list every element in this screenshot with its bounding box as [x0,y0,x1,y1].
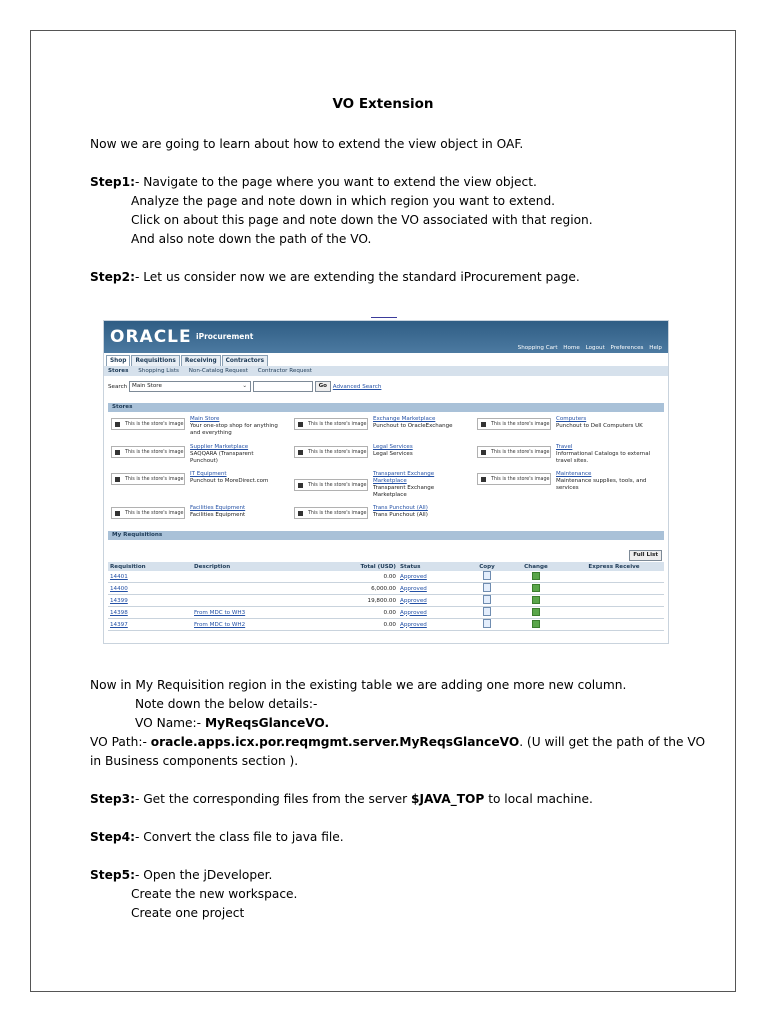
change-icon[interactable] [532,572,540,580]
intro-paragraph: Now we are going to learn about how to extend the view object in OAF. [90,137,524,151]
status-cell[interactable] [398,607,466,619]
table-header-row [108,562,664,571]
store-description: Punchout to Dell Computers UK [556,423,643,429]
link-help[interactable]: Help [649,345,662,351]
store-name-link[interactable]: Marketplace [373,478,407,484]
link-preferences[interactable]: Preferences [610,345,644,351]
app-header [104,321,668,353]
step3-text: - Get the corresponding files from the server [134,792,411,806]
status-cell[interactable] [398,583,466,595]
store-image[interactable]: This is the store's image [294,446,368,458]
full-list-button[interactable]: Full List [629,550,662,561]
vo-path-value: oracle.apps.icx.por.reqmgmt.server.MyReqsGlanceVO [150,735,520,749]
description-cell-text[interactable]: From MDC to WH3 [194,609,246,616]
store-entry [373,471,434,499]
vo-path-line [90,733,705,752]
status-cell[interactable] [398,619,466,631]
vo-path-label: VO Path:- [90,735,151,749]
status-cell-text[interactable]: Approved [400,621,427,628]
status-cell-text[interactable]: Approved [400,597,427,604]
express-receive-cell [564,595,664,607]
note-line: Note down the below details:- [135,697,318,711]
total-cell [306,619,398,631]
total-cell-text: 0.00 [383,621,396,628]
step3-line [90,790,593,809]
tab-bar [106,355,269,366]
step4-text: - Convert the class file to java file. [134,830,344,844]
store-description: Informational Catalogs to external [556,451,651,457]
step2-line [90,268,580,287]
store-entry [373,444,413,458]
col-status: Status [398,562,466,571]
requisitions-table [108,562,664,631]
store-name-link[interactable]: Transparent Exchange [373,471,435,477]
step3-label: Step3: [90,792,135,806]
total-cell-text: 0.00 [383,609,396,616]
advanced-search-link[interactable]: Advanced Search [332,384,382,390]
go-button[interactable]: Go [315,381,331,392]
store-image[interactable]: This is the store's image [294,418,368,430]
link-home[interactable]: Home [563,345,580,351]
col-total: Total (USD) [306,562,398,571]
copy-icon[interactable] [483,583,491,592]
step2-text: - Let us consider now we are extending the standard iProcurement page. [134,270,580,284]
copy-icon[interactable] [483,607,491,616]
change-cell [508,583,564,595]
total-cell [306,607,398,619]
store-entry [190,416,278,437]
status-cell[interactable] [398,595,466,607]
link-shopping-cart[interactable]: Shopping Cart [517,345,558,351]
step3-bold: $JAVA_TOP [410,792,485,806]
requisition-cell[interactable] [108,619,192,631]
store-name-link[interactable]: Legal Services [373,444,413,450]
col-change: Change [508,562,564,571]
store-description: services [556,485,579,491]
store-entry [556,416,643,430]
search-label: Search [108,384,128,390]
express-receive-cell [564,619,664,631]
subtab-non-catalog[interactable]: Non-Catalog Request [188,368,248,374]
change-icon[interactable] [532,620,540,628]
store-image[interactable]: This is the store's image [477,446,551,458]
store-image[interactable]: This is the store's image [111,507,185,519]
copy-cell [466,571,508,583]
store-description: and everything [190,430,232,436]
vo-name-line [90,714,329,733]
requisition-cell-text[interactable]: 14400 [110,585,128,592]
subtab-bar [104,366,668,376]
store-select-value: Main Store [132,383,162,389]
col-express-receive: Express Receive [564,562,664,571]
col-description: Description [192,562,306,571]
global-links [514,345,662,351]
tab-shop[interactable]: Shop [106,355,130,366]
app-name: iProcurement [196,332,254,341]
store-name-link[interactable]: Facilities Equipment [190,505,246,511]
express-receive-cell [564,571,664,583]
tab-requisitions[interactable]: Requisitions [131,355,179,366]
iprocurement-screenshot [103,320,669,644]
table-row [108,607,664,619]
requisitions-body [108,571,664,631]
change-cell [508,571,564,583]
description-cell[interactable] [192,619,306,631]
subtab-shopping-lists[interactable]: Shopping Lists [138,368,179,374]
store-image[interactable]: This is the store's image [294,507,368,519]
store-description: Your one-stop shop for anything [190,423,278,429]
requisition-paragraph: Now in My Requisition region in the existing table we are adding one more new column. [90,678,627,692]
description-cell [192,595,306,607]
total-cell [306,595,398,607]
step1-text: - Navigate to the page where you want to extend the view object. [134,175,537,189]
store-select[interactable] [129,381,251,392]
express-receive-cell [564,607,664,619]
store-image[interactable]: This is the store's image [477,418,551,430]
copy-cell [466,583,508,595]
store-entry [556,444,650,465]
step1-substep: Click on about this page and note down the VO associated with that region. [131,213,593,227]
store-image[interactable]: This is the store's image [111,446,185,458]
store-description: Trans Punchout (All) [373,512,428,518]
store-entry [190,444,254,465]
requisition-cell[interactable] [108,583,192,595]
description-cell-text[interactable]: From MDC to WH2 [194,621,246,628]
stores-header: Stores [108,403,664,412]
requisition-cell[interactable] [108,595,192,607]
vo-path-rest: . (U will get the path of the VO [519,735,706,749]
requisition-cell-text[interactable]: 14399 [110,597,128,604]
change-icon[interactable] [532,596,540,604]
link-logout[interactable]: Logout [585,345,605,351]
store-image[interactable]: This is the store's image [111,473,185,485]
status-cell-text[interactable]: Approved [400,609,427,616]
subtab-stores[interactable]: Stores [108,368,129,374]
store-image[interactable]: This is the store's image [111,418,185,430]
store-description: Punchout to MoreDirect.com [190,478,269,484]
requisition-cell-text[interactable]: 14397 [110,621,128,628]
status-cell-text[interactable]: Approved [400,573,427,580]
store-description: SAQQARA (Transparent [190,451,254,457]
total-cell-text: 0.00 [383,573,396,580]
copy-icon[interactable] [483,619,491,628]
store-description: Maintenance supplies, tools, and [556,478,647,484]
store-description: Transparent Exchange [373,485,435,491]
step5-line [90,866,272,885]
step1-line [90,173,537,192]
page-title: VO Extension [332,96,434,112]
store-name-link[interactable]: Exchange Marketplace [373,416,436,422]
copy-cell [466,595,508,607]
subtab-contractor-request[interactable]: Contractor Request [257,368,312,374]
step4-label: Step4: [90,830,135,844]
store-description: Punchout) [190,458,218,464]
step5-text: - Open the jDeveloper. [134,868,273,882]
table-row [108,595,664,607]
step2-label: Step2: [90,270,135,284]
store-entry [556,471,646,492]
requisition-cell-text[interactable]: 14398 [110,609,128,616]
hyperlink-underline [371,317,397,318]
store-entry [190,505,245,519]
store-name-link[interactable]: IT Equipment [190,471,227,477]
total-cell-text: 19,800.00 [367,597,396,604]
express-receive-cell [564,583,664,595]
change-icon[interactable] [532,608,540,616]
copy-icon[interactable] [483,571,491,580]
vo-name-label: VO Name:- [135,716,205,730]
my-requisitions-header: My Requisitions [108,531,664,540]
change-icon[interactable] [532,584,540,592]
table-row [108,583,664,595]
store-image[interactable]: This is the store's image [294,479,368,491]
total-cell [306,583,398,595]
store-description: Facilities Equipment [190,512,246,518]
copy-icon[interactable] [483,595,491,604]
store-name-link[interactable]: Maintenance [556,471,592,477]
total-cell-text: 6,000.00 [371,585,396,592]
step4-line [90,828,344,847]
table-row [108,571,664,583]
step5-substep: Create the new workspace. [131,887,298,901]
store-description: travel sites. [556,458,589,464]
store-entry [373,505,428,519]
copy-cell [466,619,508,631]
step5-substep: Create one project [131,906,245,920]
requisition-cell-text[interactable]: 14401 [110,573,128,580]
col-requisition: Requisition [108,562,192,571]
store-name-link[interactable]: Trans Punchout (All) [373,505,428,511]
store-description: Marketplace [373,492,407,498]
store-image[interactable]: This is the store's image [477,473,551,485]
description-cell[interactable] [192,607,306,619]
store-entry [190,471,268,485]
tab-receiving[interactable]: Receiving [181,355,221,366]
table-row [108,619,664,631]
search-bar [108,381,381,392]
search-input[interactable] [253,381,313,392]
store-description: Punchout to OracleExchange [373,423,453,429]
store-description: Legal Services [373,451,413,457]
store-name-link[interactable]: Travel [556,444,573,450]
copy-cell [466,607,508,619]
step1-substep: Analyze the page and note down in which region you want to extend. [131,194,556,208]
change-cell [508,607,564,619]
store-entry [373,416,453,430]
vo-name-value: MyReqsGlanceVO. [204,716,330,730]
step1-substep: And also note down the path of the VO. [131,232,372,246]
step1-label: Step1: [90,175,135,189]
store-name-link[interactable]: Computers [556,416,587,422]
status-cell[interactable] [398,571,466,583]
change-cell [508,619,564,631]
requisition-cell[interactable] [108,571,192,583]
oracle-logo: ORACLE [110,327,192,347]
store-name-link[interactable]: Supplier Marketplace [190,444,249,450]
description-cell [192,571,306,583]
change-cell [508,595,564,607]
store-name-link[interactable]: Main Store [190,416,220,422]
col-copy: Copy [466,562,508,571]
requisition-cell[interactable] [108,607,192,619]
step5-label: Step5: [90,868,135,882]
chevron-down-icon: ⌄ [242,383,247,389]
step3-rest: to local machine. [484,792,593,806]
description-cell [192,583,306,595]
tab-contractors[interactable]: Contractors [222,355,268,366]
vo-path-line2: in Business components section ). [90,754,299,768]
status-cell-text[interactable]: Approved [400,585,427,592]
total-cell [306,571,398,583]
